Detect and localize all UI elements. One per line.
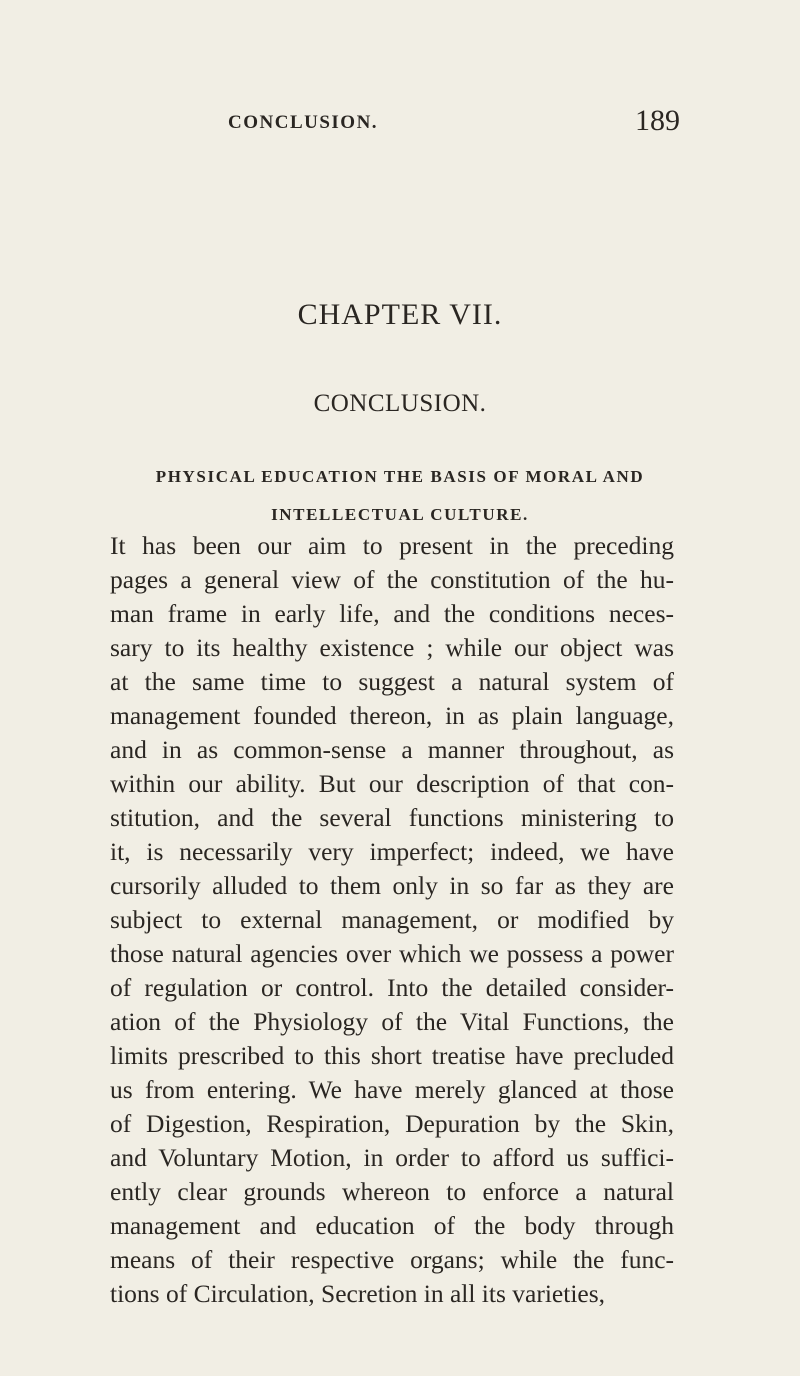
body-line: ently clear grounds whereon to enforce a natural [110, 1177, 674, 1206]
running-head-title: CONCLUSION. [228, 112, 379, 133]
body-line: It has been our aim to present in the preceding [110, 531, 674, 560]
body-line: means of their respective organs; while the func- [110, 1245, 674, 1274]
body-line: at the same time to suggest a natural system of [110, 667, 674, 696]
section-heading: PHYSICAL EDUCATION THE BASIS OF MORAL AND INTELLECTUAL CULTURE. [155, 467, 645, 524]
body-line: us from entering. We have merely glanced at those [110, 1075, 674, 1104]
body-line: and Voluntary Motion, in order to afford us suffici- [110, 1143, 674, 1172]
body-line: of Digestion, Respiration, Depuration by the Skin, [110, 1109, 674, 1138]
chapter-subtitle: CONCLUSION. [313, 390, 487, 417]
body-line: it, is necessarily very imperfect; indeed, we have [110, 837, 674, 866]
body-line: ation of the Physiology of the Vital Functions, the [110, 1007, 674, 1036]
running-head [0, 100, 800, 140]
body-line: stitution, and the several functions ministering to [110, 803, 674, 832]
chapter-title: CHAPTER VII. [297, 298, 503, 331]
body-line: subject to external management, or modified by [110, 905, 674, 934]
body-line: within our ability. But our description of that con- [110, 769, 674, 798]
body-line: tions of Circulation, Secretion in all its varieties, [110, 1279, 606, 1308]
body-line: pages a general view of the constitution of the hu- [110, 565, 674, 594]
page-number: 189 [635, 104, 680, 137]
body-line: management founded thereon, in as plain language, [110, 701, 674, 730]
body-line: those natural agencies over which we possess a power [110, 939, 674, 968]
body-line: management and education of the body through [110, 1211, 674, 1240]
body-line: sary to its healthy existence ; while our object was [110, 633, 674, 662]
body-line: limits prescribed to this short treatise have precluded [110, 1041, 674, 1070]
body-line: man frame in early life, and the conditions neces- [110, 599, 674, 628]
body-line: cursorily alluded to them only in so far as they are [110, 871, 674, 900]
body-line: of regulation or control. Into the detailed consider- [110, 973, 674, 1002]
body-line: and in as common-sense a manner throughout, as [110, 735, 674, 764]
